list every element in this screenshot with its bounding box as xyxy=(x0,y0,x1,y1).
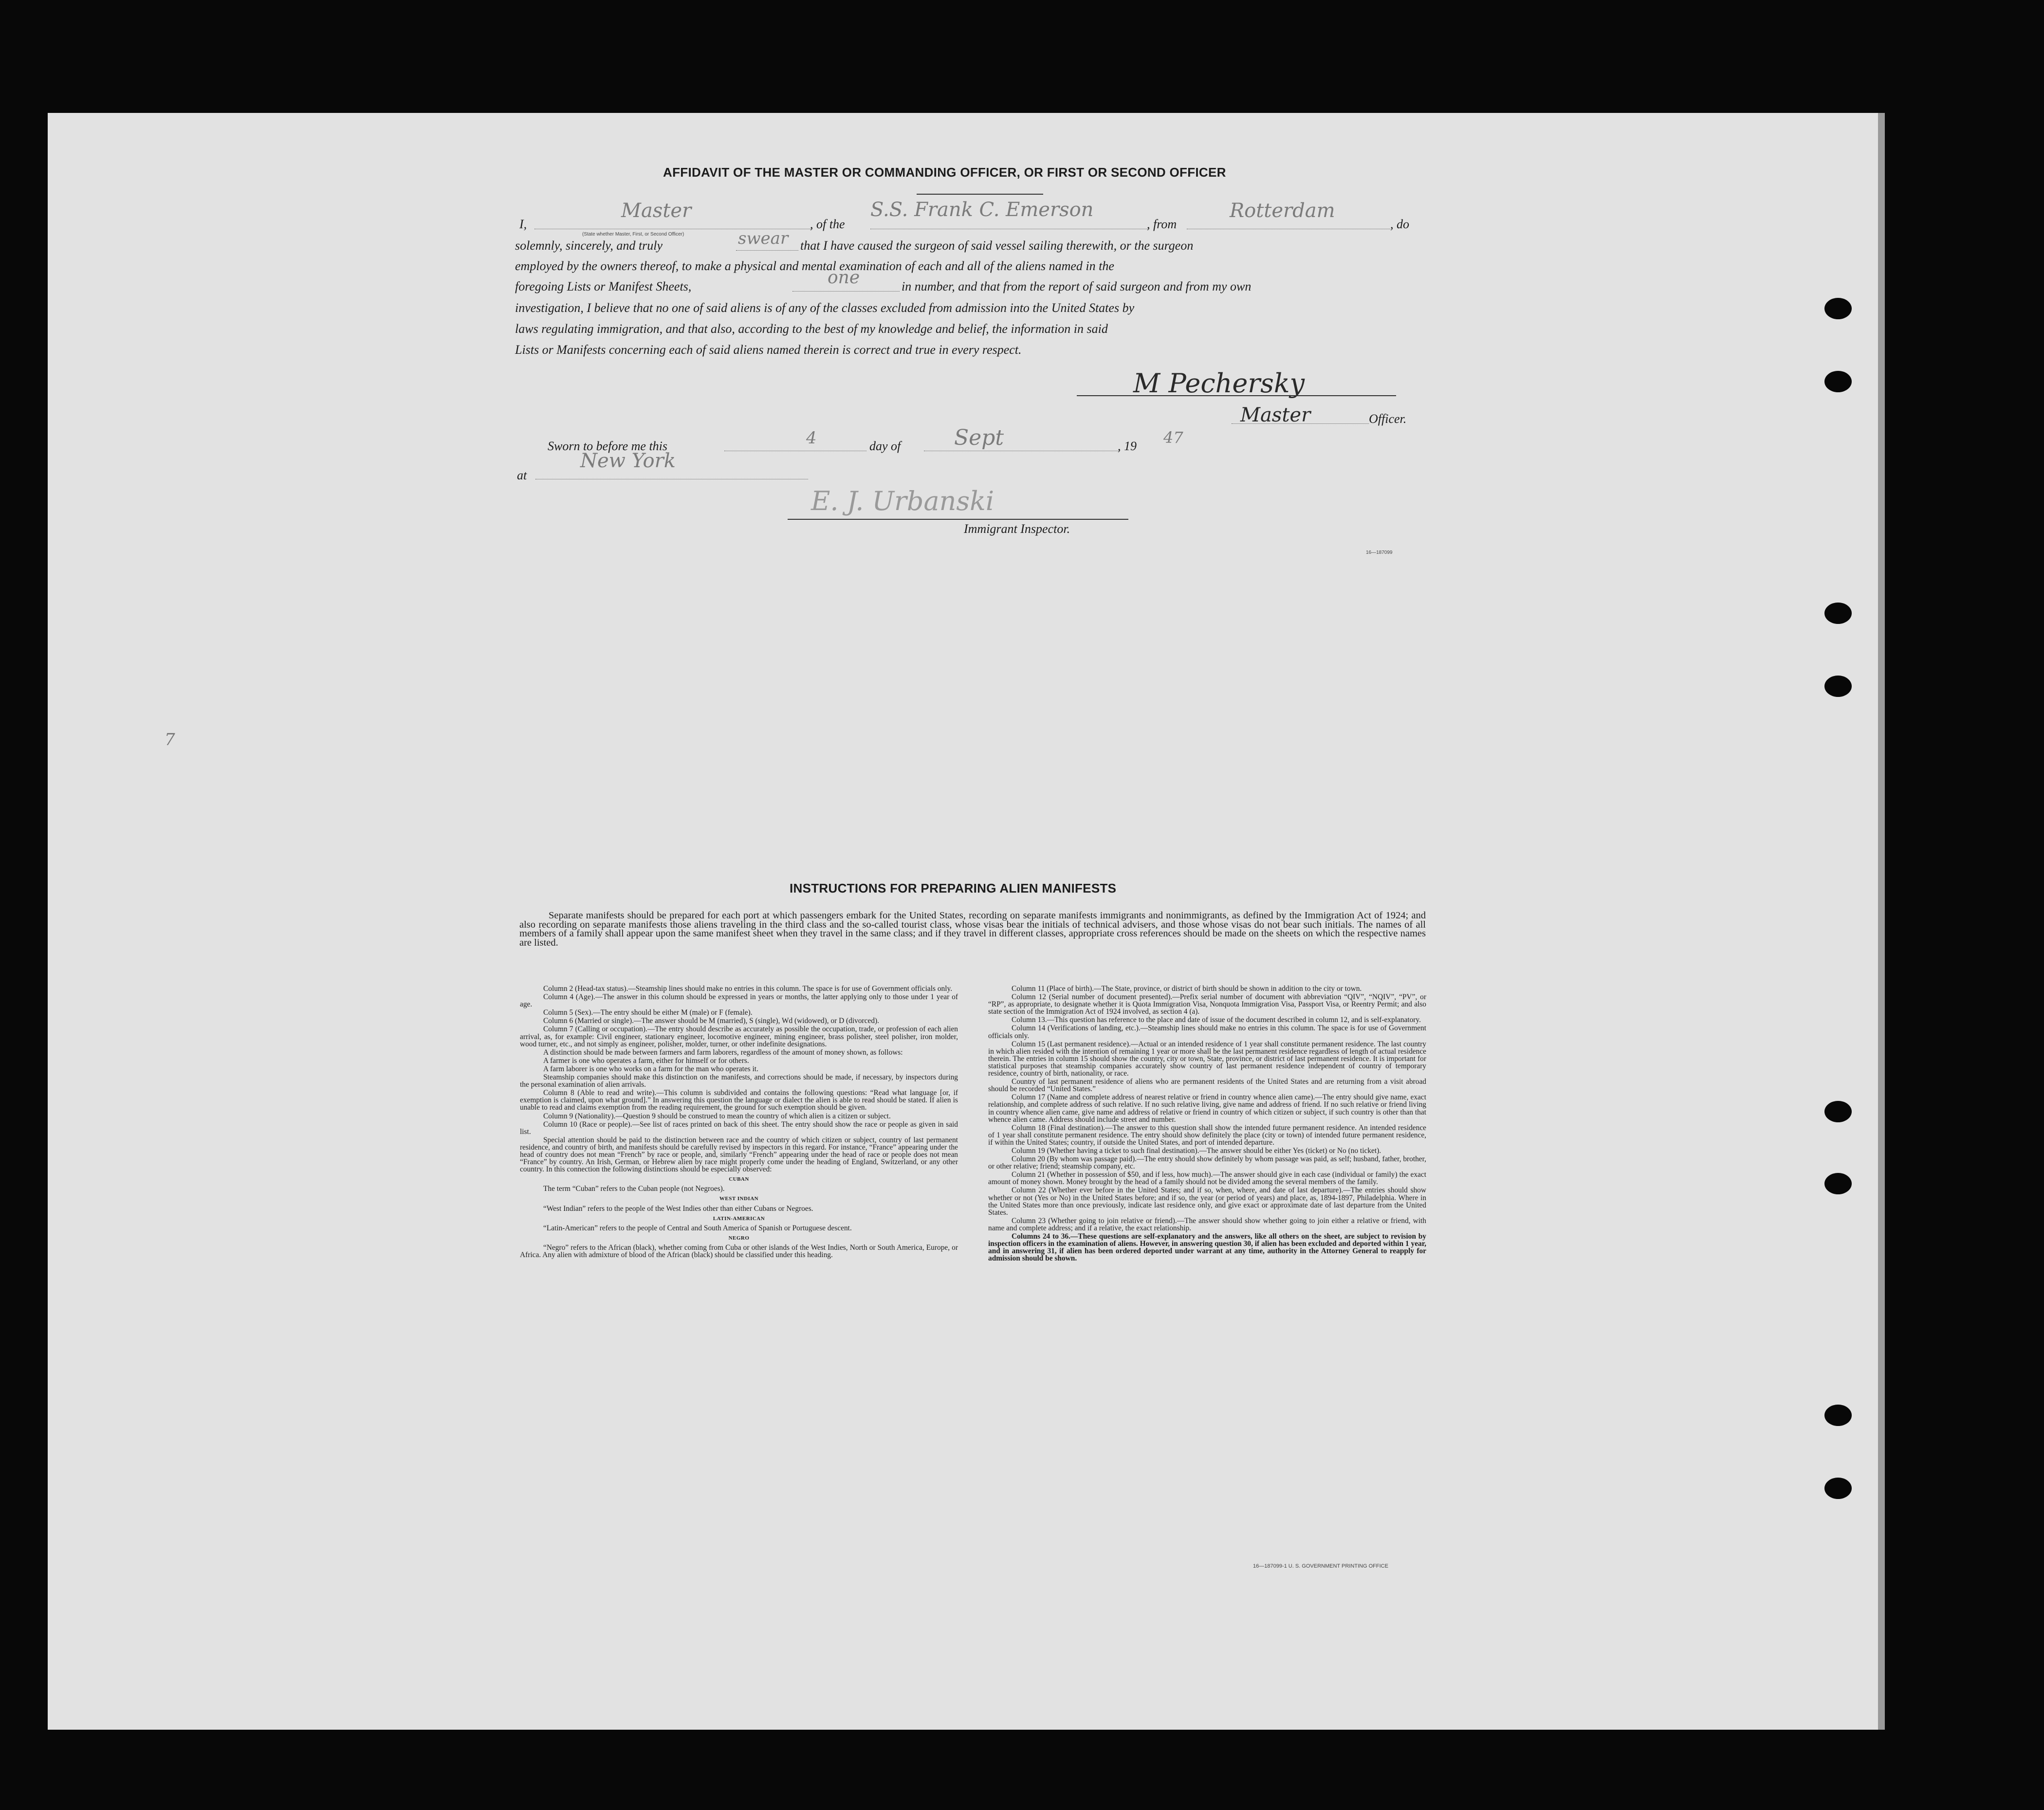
affidavit-of-the: , of the xyxy=(810,217,845,231)
affidavit-i: I, xyxy=(519,217,527,231)
instructions-title: INSTRUCTIONS FOR PREPARING ALIEN MANIFESTS xyxy=(790,881,1117,896)
affidavit-swear-post: that I have caused the surgeon of said vessel sailing therewith, or the surgeon xyxy=(800,238,1194,253)
instruction-paragraph: Column 17 (Name and complete address of nearest relative or friend in country whence alien came).—The entry should give name, exact relationship, and complete address of such relative. If no such relative living, give name and address of friend. If no such relative or friend living in country whence alien came, give name and address of relative or friend in country of which citizen or subject, if such country is other than that whence alien came. Address should include street and number. xyxy=(988,1093,1426,1124)
affidavit-at: at xyxy=(517,468,527,482)
instructions-intro: Separate manifests should be prepared for each port at which passengers embark for the United States, recording on separate manifests immigrants and nonimmigrants, as defined by the Immigration Act of 1924; and also recording on separate manifests those aliens traveling in the third class and the so-called tourist class, whose visas bear the initials of technical advisers, and those whose visas do not bear such initials. The names of all members of a family shall appear upon the same manifest sheet when they travel in the same class; and if they travel in different classes, appropriate cross references should be made on the sheets on which the respective names are listed. xyxy=(519,910,1426,948)
signature-rank: Master xyxy=(1240,404,1311,426)
swear-fill: swear xyxy=(738,229,789,248)
instruction-paragraph: Column 21 (Whether in possession of $50, and if less, how much).—The answer should give in each case (individual or family) the exact amount of money shown. Money brought by the head of a family should not be divided among the several members of the family. xyxy=(988,1170,1426,1187)
rank-fill: Master xyxy=(621,200,692,222)
affidavit-do: , do xyxy=(1390,217,1409,231)
instruction-paragraph: Column 19 (Whether having a ticket to such final destination).—The answer should be either Yes (ticket) or No (no ticket). xyxy=(1012,1146,1381,1155)
west-indian-heading: WEST INDIAN xyxy=(719,1196,759,1202)
affidavit-line6: laws regulating immigration, and that also, according to the best of my knowledge and belief, the information in said xyxy=(515,322,1108,336)
cuban-heading: CUBAN xyxy=(729,1176,749,1183)
punch-hole xyxy=(1824,1405,1852,1426)
instruction-paragraph: Column 18 (Final destination).—The answer to this question shall show the intended future permanent residence. An intended residence of 1 year shall constitute permanent residence. The entry should show definitely the place (city or town) of intended future permanent residence, if within the United States; country, if outside the United States, and port of intended departure. xyxy=(988,1123,1426,1147)
affidavit-officer: Officer. xyxy=(1369,412,1407,426)
instruction-paragraph: Column 9 (Nationality).—Question 9 should be construed to mean the country of which alien is a citizen or subject. xyxy=(543,1112,891,1120)
punch-hole xyxy=(1824,1101,1852,1122)
affidavit-form-no: 16—187099 xyxy=(1366,550,1393,555)
rank-hint: (State whether Master, First, or Second Officer) xyxy=(582,232,684,237)
printing-office-footer: 16—187099-1 U. S. GOVERNMENT PRINTING OFFICE xyxy=(1253,1563,1388,1569)
inspector-signature: E. J. Urbanski xyxy=(811,486,994,516)
punch-hole xyxy=(1824,371,1852,392)
instruction-paragraph: Country of last permanent residence of aliens who are permanent residents of the United States and are returning from a visit abroad should be recorded “United States.” xyxy=(988,1078,1426,1094)
instruction-paragraph: Column 2 (Head-tax status).—Steamship lines should make no entries in this column. The space is for use of Government officials only. xyxy=(543,985,953,993)
instruction-paragraph: Special attention should be paid to the distinction between race and the country of which citizen or subject, country of last permanent residence, and country of birth, and manifests should be carefully revised by inspectors in this regard. For instance, “France” appearing under the head of country does not mean “French” by race or people, and, similarly “French” appearing under the head of race or people does not mean “France” by country. An Irish, German, or Hebrew alien by race might properly come under the heading of England, Switzerland, or any other country. In this connection the following distinctions should be especially observed: xyxy=(520,1135,958,1174)
affidavit-line7: Lists or Manifests concerning each of said aliens named therein is correct and true in every respect. xyxy=(515,343,1022,357)
place-fill: New York xyxy=(580,450,676,472)
affidavit-day-of: day of xyxy=(869,439,901,453)
year-fill: 47 xyxy=(1163,428,1183,447)
negro-heading: NEGRO xyxy=(728,1235,750,1241)
instruction-paragraph: Column 5 (Sex).—The entry should be either M (male) or F (female). xyxy=(543,1008,753,1017)
title-rule xyxy=(917,194,1043,195)
affidavit-line4-post: in number, and that from the report of said surgeon and from my own xyxy=(902,279,1252,293)
affidavit-line5: investigation, I believe that no one of said aliens is of any of the classes excluded from admission into the United States by xyxy=(515,301,1135,315)
affidavit-title: AFFIDAVIT OF THE MASTER OR COMMANDING OFFICER, OR FIRST OR SECOND OFFICER xyxy=(663,165,1226,180)
cuban-text: The term “Cuban” refers to the Cuban people (not Negroes). xyxy=(543,1185,725,1193)
instruction-paragraph: Column 8 (Able to read and write).—This column is subdivided and contains the following questions: “Read what language [or, if exemption is claimed, upon what ground].” In answering this question the language or dialect the alien is able to read should be stated. If alien is unable to read and claims exemption from the reading requirement, the ground for such exemption should be given. xyxy=(520,1089,958,1112)
port-fill: Rotterdam xyxy=(1230,200,1335,222)
punch-hole xyxy=(1824,1478,1852,1499)
instructions-right-column xyxy=(988,985,1426,1263)
punch-hole xyxy=(1824,603,1852,624)
margin-mark: 7 xyxy=(165,730,175,750)
number-fill: one xyxy=(828,268,860,288)
instruction-paragraph: Column 20 (By whom was passage paid).—The entry should show definitely by whom passage was paid, as self; husband, father, brother, or other relative; friend; steamship company, etc. xyxy=(988,1155,1426,1171)
instructions-left-column xyxy=(520,985,958,1260)
inspector-line xyxy=(788,519,1128,520)
latin-heading: LATIN-AMERICAN xyxy=(713,1215,765,1222)
instruction-paragraph: Column 4 (Age).—The answer in this column should be expressed in years or months, the latter applying only to those under 1 year of age. xyxy=(520,993,958,1009)
sheet-edge xyxy=(1878,113,1885,1730)
month-fill: Sept xyxy=(954,425,1004,450)
instruction-paragraph: A distinction should be made between farmers and farm laborers, regardless of the amount of money shown, as follows: xyxy=(543,1048,903,1057)
affidavit-year-pre: , 19 xyxy=(1118,439,1137,453)
punch-hole xyxy=(1824,298,1852,319)
instruction-paragraph: Column 7 (Calling or occupation).—The entry should describe as accurately as possible the occupation, trade, or profession of each alien arrival, as, for example: Civil engineer, stationary engineer, locomotive engineer, mining engineer, brass polisher, steel polisher, iron molder, wood turner, etc., and not simply as engineer, polisher, molder, turner, or other indefinite designations. xyxy=(520,1025,958,1048)
instruction-paragraph: Column 11 (Place of birth).—The State, province, or district of birth should be shown in addition to the city or town. xyxy=(1012,985,1362,993)
punch-hole xyxy=(1824,676,1852,697)
affidavit-line3: employed by the owners thereof, to make a physical and mental examination of each and all of the aliens named in the xyxy=(515,259,1114,273)
rank-sig-line xyxy=(1232,423,1369,424)
signature-line xyxy=(1077,395,1396,396)
affidavit-swear-pre: solemnly, sincerely, and truly xyxy=(515,238,663,253)
instruction-paragraph: A farm laborer is one who works on a farm for the man who operates it. xyxy=(543,1064,758,1073)
affidavit-sworn: Sworn to before me this xyxy=(548,439,668,453)
instruction-paragraph: Column 15 (Last permanent residence).—Actual or an intended residence of 1 year shall constitute permanent residence. The last country in which alien resided with the intention of remaining 1 year or more shall be the last permanent residence regardless of length of actual residence therein. The entries in column 15 should show the country, city or town, State, province, or district of last permanent residence. It is important for statistical purposes that steamship companies accurately show country of last permanent residence independent of country of temporary residence, country of birth, nationality, or race. xyxy=(988,1040,1426,1078)
latin-text: “Latin-American” refers to the people of Central and South America of Spanish or Portuguese descent. xyxy=(543,1224,852,1232)
master-signature: M Pechersky xyxy=(1133,368,1305,399)
number-line xyxy=(792,291,900,292)
instruction-paragraph: Steamship companies should make this distinction on the manifests, and corrections should be made, if necessary, by inspectors during the personal examination of alien arrivals. xyxy=(520,1073,958,1089)
day-fill: 4 xyxy=(806,428,817,448)
affidavit-line4-pre: foregoing Lists or Manifest Sheets, xyxy=(515,279,692,293)
affidavit-from: , from xyxy=(1147,217,1177,231)
instruction-paragraph: Column 10 (Race or people).—See list of races printed on back of this sheet. The entry should show the race or people as given in said list. xyxy=(520,1120,958,1136)
instruction-paragraph: Column 6 (Married or single).—The answer should be M (married), S (single), Wd (widowed), or D (divorced). xyxy=(543,1017,879,1025)
instruction-paragraph: Column 13.—This question has reference to the place and date of issue of the document described in column 12, and is self-explanatory. xyxy=(1012,1016,1421,1024)
punch-hole xyxy=(1824,1173,1852,1194)
instruction-paragraph: Column 12 (Serial number of document presented).—Prefix serial number of document with abbreviation “QIV”, “NQIV”, “PV”, or “RP”, as appropriate, to designate whether it is Quota Immigration Visa, Nonquota Immigration Visa, Passport Visa, or Reentry Permit; and also state section of the Immigration Act of 1924 involved, as section 4 (a). xyxy=(988,993,1426,1016)
instruction-paragraph: Column 23 (Whether going to join relative or friend).—The answer should show whether going to join either a relative or friend, with name and complete address; and if a relative, the exact relationship. xyxy=(988,1216,1426,1232)
instruction-paragraph: Columns 24 to 36.—These questions are self-explanatory and the answers, like all others on the sheet, are subject to revision by inspection officers in the examination of aliens. However, in answering question 30, if alien has been excluded and deported within 1 year, and in answering 31, if alien has been ordered deported under warrant at any time, authority in the Attorney General to reapply for admission should be shown. xyxy=(988,1232,1426,1263)
swear-line xyxy=(736,250,798,251)
west-indian-text: “West Indian” refers to the people of the West Indies other than either Cubans or Negroes. xyxy=(543,1204,813,1213)
instruction-paragraph: Column 22 (Whether ever before in the United States; and if so, when, where, and date of last departure).—The entries should show whether or not (Yes or No) in the United States before; and if so, the year (or period of years) and place, as, 1894-1897, Philadelphia. Where in the United States more than once previously, indicate last residence only, and give exact or approximate date of last departure from the United States. xyxy=(988,1186,1426,1217)
vessel-fill: S.S. Frank C. Emerson xyxy=(870,199,1094,221)
instruction-paragraph: Column 14 (Verifications of landing, etc.).—Steamship lines should make no entries in this column. The space is for use of Government officials only. xyxy=(988,1024,1426,1040)
negro-text: “Negro” refers to the African (black), whether coming from Cuba or other islands of the West Indies, North or South America, Europe, or Africa. Any alien with admixture of blood of the African (black) should be classified under this heading. xyxy=(520,1243,958,1259)
affidavit-inspector: Immigrant Inspector. xyxy=(964,522,1070,536)
instruction-paragraph: A farmer is one who operates a farm, either for himself or for others. xyxy=(543,1056,749,1065)
